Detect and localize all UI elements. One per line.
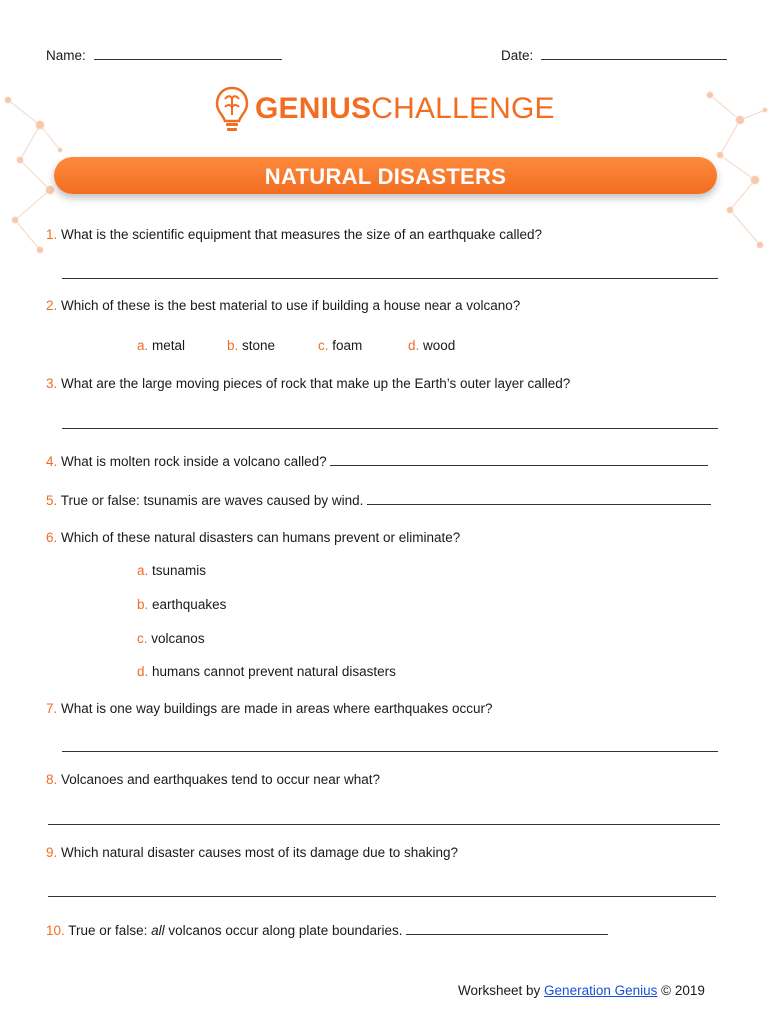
option-2a[interactable] [137, 338, 185, 353]
question-5 [46, 493, 711, 508]
answer-line-8[interactable] [48, 824, 720, 825]
question-4 [46, 454, 708, 469]
option-letter: c. [318, 338, 329, 353]
logo-bold-text: GENIUS [255, 92, 372, 125]
option-letter: d. [137, 664, 149, 679]
date-field[interactable] [501, 48, 727, 63]
option-2b[interactable] [227, 338, 275, 353]
question-number: 6. [46, 530, 58, 545]
option-letter: a. [137, 338, 149, 353]
question-9 [46, 845, 458, 860]
answer-line-7[interactable] [62, 751, 718, 752]
option-letter: d. [408, 338, 420, 353]
name-field[interactable] [46, 48, 282, 63]
page-title: NATURAL DISASTERS [264, 164, 507, 189]
question-text: What is molten rock inside a volcano called? [61, 454, 327, 469]
option-6b[interactable] [137, 597, 226, 612]
option-text: humans cannot prevent natural disasters [152, 664, 396, 679]
question-number: 1. [46, 227, 58, 242]
option-text: stone [242, 338, 276, 353]
title-banner [54, 157, 717, 194]
name-line[interactable] [94, 58, 282, 60]
question-10 [46, 923, 608, 938]
question-8 [46, 772, 380, 787]
option-letter: b. [227, 338, 239, 353]
question-number: 7. [46, 701, 58, 716]
option-text: earthquakes [152, 597, 227, 612]
option-6a[interactable] [137, 563, 206, 578]
option-text: metal [152, 338, 186, 353]
option-text: wood [423, 338, 456, 353]
question-text-post: volcanos occur along plate boundaries. [164, 923, 403, 938]
option-2d[interactable] [408, 338, 455, 353]
option-letter: a. [137, 563, 149, 578]
question-1 [46, 227, 542, 242]
question-text: What are the large moving pieces of rock that make up the Earth’s outer layer called? [61, 376, 571, 391]
generation-genius-link[interactable]: Generation Genius [544, 983, 658, 998]
footer-prefix: Worksheet by [458, 983, 545, 998]
option-text: tsunamis [152, 563, 207, 578]
answer-line-5[interactable] [367, 503, 711, 505]
option-2c[interactable] [318, 338, 362, 353]
option-6c[interactable] [137, 631, 205, 646]
option-6d[interactable] [137, 664, 396, 679]
date-label: Date: [501, 48, 534, 63]
answer-line-4[interactable] [330, 464, 708, 466]
question-number: 2. [46, 298, 58, 313]
lightbulb-brain-icon [215, 85, 249, 135]
question-number: 3. [46, 376, 58, 391]
option-text: foam [332, 338, 363, 353]
name-label: Name: [46, 48, 86, 63]
question-text: True or false: tsunamis are waves caused by wind. [60, 493, 364, 508]
question-6 [46, 530, 460, 545]
logo-text [255, 92, 555, 126]
question-number: 10. [46, 923, 65, 938]
logo-light-text: CHALLENGE [371, 92, 555, 125]
question-number: 4. [46, 454, 58, 469]
question-text: What is one way buildings are made in areas where earthquakes occur? [61, 701, 493, 716]
question-text-pre: True or false: [68, 923, 152, 938]
question-number: 5. [46, 493, 58, 508]
answer-line-3[interactable] [62, 428, 718, 429]
question-number: 9. [46, 845, 58, 860]
option-text: volcanos [151, 631, 205, 646]
question-text: Volcanoes and earthquakes tend to occur near what? [61, 772, 381, 787]
question-text: Which of these is the best material to use if building a house near a volcano? [61, 298, 521, 313]
question-number: 8. [46, 772, 58, 787]
footer-suffix: © 2019 [657, 983, 705, 998]
option-letter: b. [137, 597, 149, 612]
answer-line-10[interactable] [406, 933, 608, 935]
answer-line-9[interactable] [48, 896, 716, 897]
question-3 [46, 376, 570, 391]
date-line[interactable] [541, 58, 727, 60]
question-text-emphasis: all [151, 923, 165, 938]
question-text: What is the scientific equipment that measures the size of an earthquake called? [61, 227, 543, 242]
answer-line-1[interactable] [62, 278, 718, 279]
option-letter: c. [137, 631, 148, 646]
question-2 [46, 298, 520, 313]
question-7 [46, 701, 493, 716]
question-text: Which of these natural disasters can humans prevent or eliminate? [61, 530, 461, 545]
footer [458, 983, 705, 998]
question-text: Which natural disaster causes most of its damage due to shaking? [61, 845, 458, 860]
